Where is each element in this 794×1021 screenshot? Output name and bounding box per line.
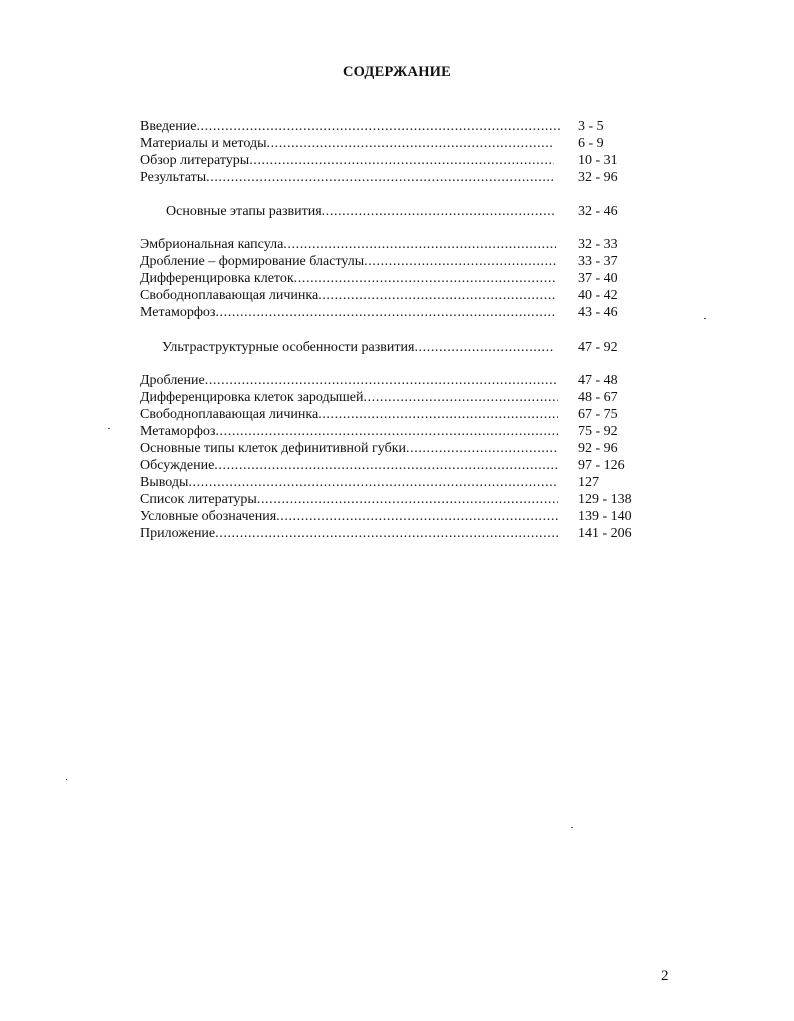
toc-entry-label: Дифференцировка клеток зародышей ..... [140,389,558,406]
toc-row[interactable] [140,406,558,423]
page-title: СОДЕРЖАНИЕ [342,64,452,80]
toc-row[interactable] [140,169,554,186]
toc-row[interactable] [140,304,556,321]
toc-section-label: Ультраструктурные особенности развития ..... [162,339,554,356]
toc-page-range: 75 - 92 [578,424,618,439]
toc-entry-label: Введение ..... [140,118,562,135]
toc-page-range: 92 - 96 [578,441,618,456]
toc-entry-label: Метаморфоз ..... [140,304,556,321]
toc-entry-label: Материалы и методы ..... [140,135,554,152]
toc-entry-label: Условные обозначения ..... [140,508,558,525]
scan-speck [66,779,67,780]
toc-entry-label: Список литературы ..... [140,491,558,508]
toc-page-range: 33 - 37 [578,254,618,269]
toc-row[interactable] [140,474,558,491]
toc-page-range: 40 - 42 [578,288,618,303]
toc-row[interactable] [140,236,556,253]
toc-row[interactable] [140,389,558,406]
toc-row[interactable] [140,491,558,508]
toc-entry-label: Дробление – формирование бластулы ..... [140,253,556,270]
toc-row[interactable] [140,525,560,542]
toc-row[interactable] [140,440,558,457]
toc-row[interactable] [140,508,558,525]
toc-entry-label: Основные типы клеток дефинитивной губки ..... [140,440,558,457]
toc-row[interactable] [140,423,558,440]
toc-page-range: 32 - 46 [578,204,618,219]
toc-section-label: Основные этапы развития ..... [166,203,556,220]
toc-page-range: 97 - 126 [578,458,625,473]
toc-section-row[interactable] [166,203,556,220]
toc-page-range: 67 - 75 [578,407,618,422]
toc-page-range: 6 - 9 [578,136,604,151]
toc-page-range: 32 - 33 [578,237,618,252]
toc-row[interactable] [140,253,556,270]
toc-entry-label: Метаморфоз ..... [140,423,558,440]
toc-page-range: 47 - 92 [578,340,618,355]
toc-entry-label: Эмбриональная капсула ..... [140,236,556,253]
toc-row[interactable] [140,135,554,152]
toc-entry-label: Обзор литературы ..... [140,152,554,169]
toc-section-row[interactable] [162,339,554,356]
toc-page-range: 129 - 138 [578,492,632,507]
toc-entry-label: Выводы ..... [140,474,558,491]
toc-entry-label: Свободноплавающая личинка ..... [140,287,556,304]
toc-page-range: 43 - 46 [578,305,618,320]
toc-row[interactable] [140,118,562,135]
toc-entry-label: Дробление ..... [140,372,558,389]
toc-entry-label: Свободноплавающая личинка ..... [140,406,558,423]
page-number: 2 [661,968,669,984]
scan-speck [704,318,706,319]
toc-page-range: 139 - 140 [578,509,632,524]
toc-entry-label: Приложение ..... [140,525,560,542]
toc-page-range: 37 - 40 [578,271,618,286]
toc-row[interactable] [140,287,556,304]
toc-page-range: 47 - 48 [578,373,618,388]
toc-entry-label: Дифференцировка клеток ..... [140,270,556,287]
toc-page-range: 3 - 5 [578,119,604,134]
scan-speck [571,827,573,828]
toc-page-range: 48 - 67 [578,390,618,405]
toc-page-range: 141 - 206 [578,526,632,541]
toc-page-range: 10 - 31 [578,153,618,168]
toc-page-range: 32 - 96 [578,170,618,185]
toc-entry-label: Обсуждение ..... [140,457,558,474]
toc-row[interactable] [140,270,556,287]
toc-row[interactable] [140,152,554,169]
toc-page-range: 127 [578,475,599,490]
toc-entry-label: Результаты ..... [140,169,554,186]
toc-row[interactable] [140,457,558,474]
toc-row[interactable] [140,372,558,389]
scan-speck [108,428,110,429]
